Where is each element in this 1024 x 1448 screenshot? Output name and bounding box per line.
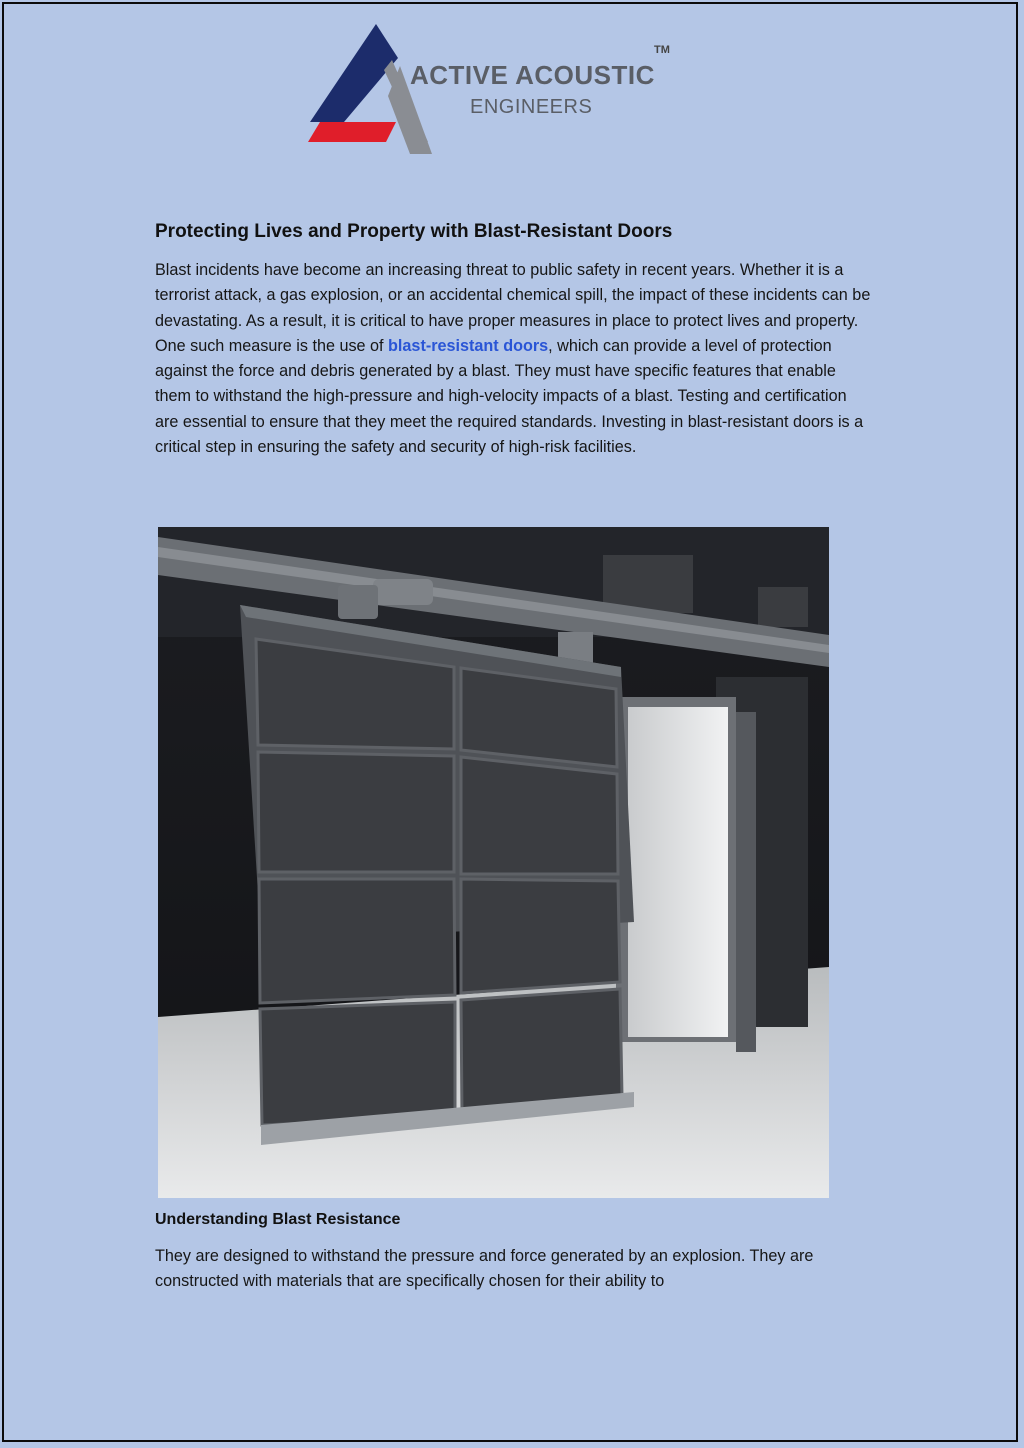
logo-trademark: TM xyxy=(654,44,670,56)
intro-text-start: Blast incidents have become an increasing threat to public safety in recent years. Whether it is a terrorist attack, a gas explosion, or an accidental chemical spill, the impact of these incidents can be devastating. As a result, it is critical to have proper measures in place to protect lives and property. One such measure is the use of xyxy=(155,261,871,355)
blast-door-photo xyxy=(158,527,829,1198)
intro-text-end: , which can provide a level of protection against the force and debris generated by a blast. They must have specific features that enable them to withstand the high-pressure and high-velocity impacts of a blast. Testing and certification are essential to ensure that they meet the required standards. Investing in blast-resistant doors is a critical step in ensuring the safety and security of high-risk facilities. xyxy=(155,336,864,457)
section-heading: Understanding Blast Resistance xyxy=(155,1211,401,1228)
section-paragraph: They are designed to withstand the pressure and force generated by an explosion. They are constructed with materials that are specifically chosen for their ability to xyxy=(155,1247,814,1291)
blast-resistant-doors-link[interactable]: blast-resistant doors xyxy=(388,336,549,355)
logo-company-subtitle: ENGINEERS xyxy=(470,96,593,118)
logo-company-name: ACTIVE ACOUSTIC xyxy=(410,60,655,90)
company-logo[interactable] xyxy=(300,20,680,160)
article-title: Protecting Lives and Property with Blast-Resistant Doors xyxy=(155,221,673,242)
intro-paragraph xyxy=(155,258,871,460)
